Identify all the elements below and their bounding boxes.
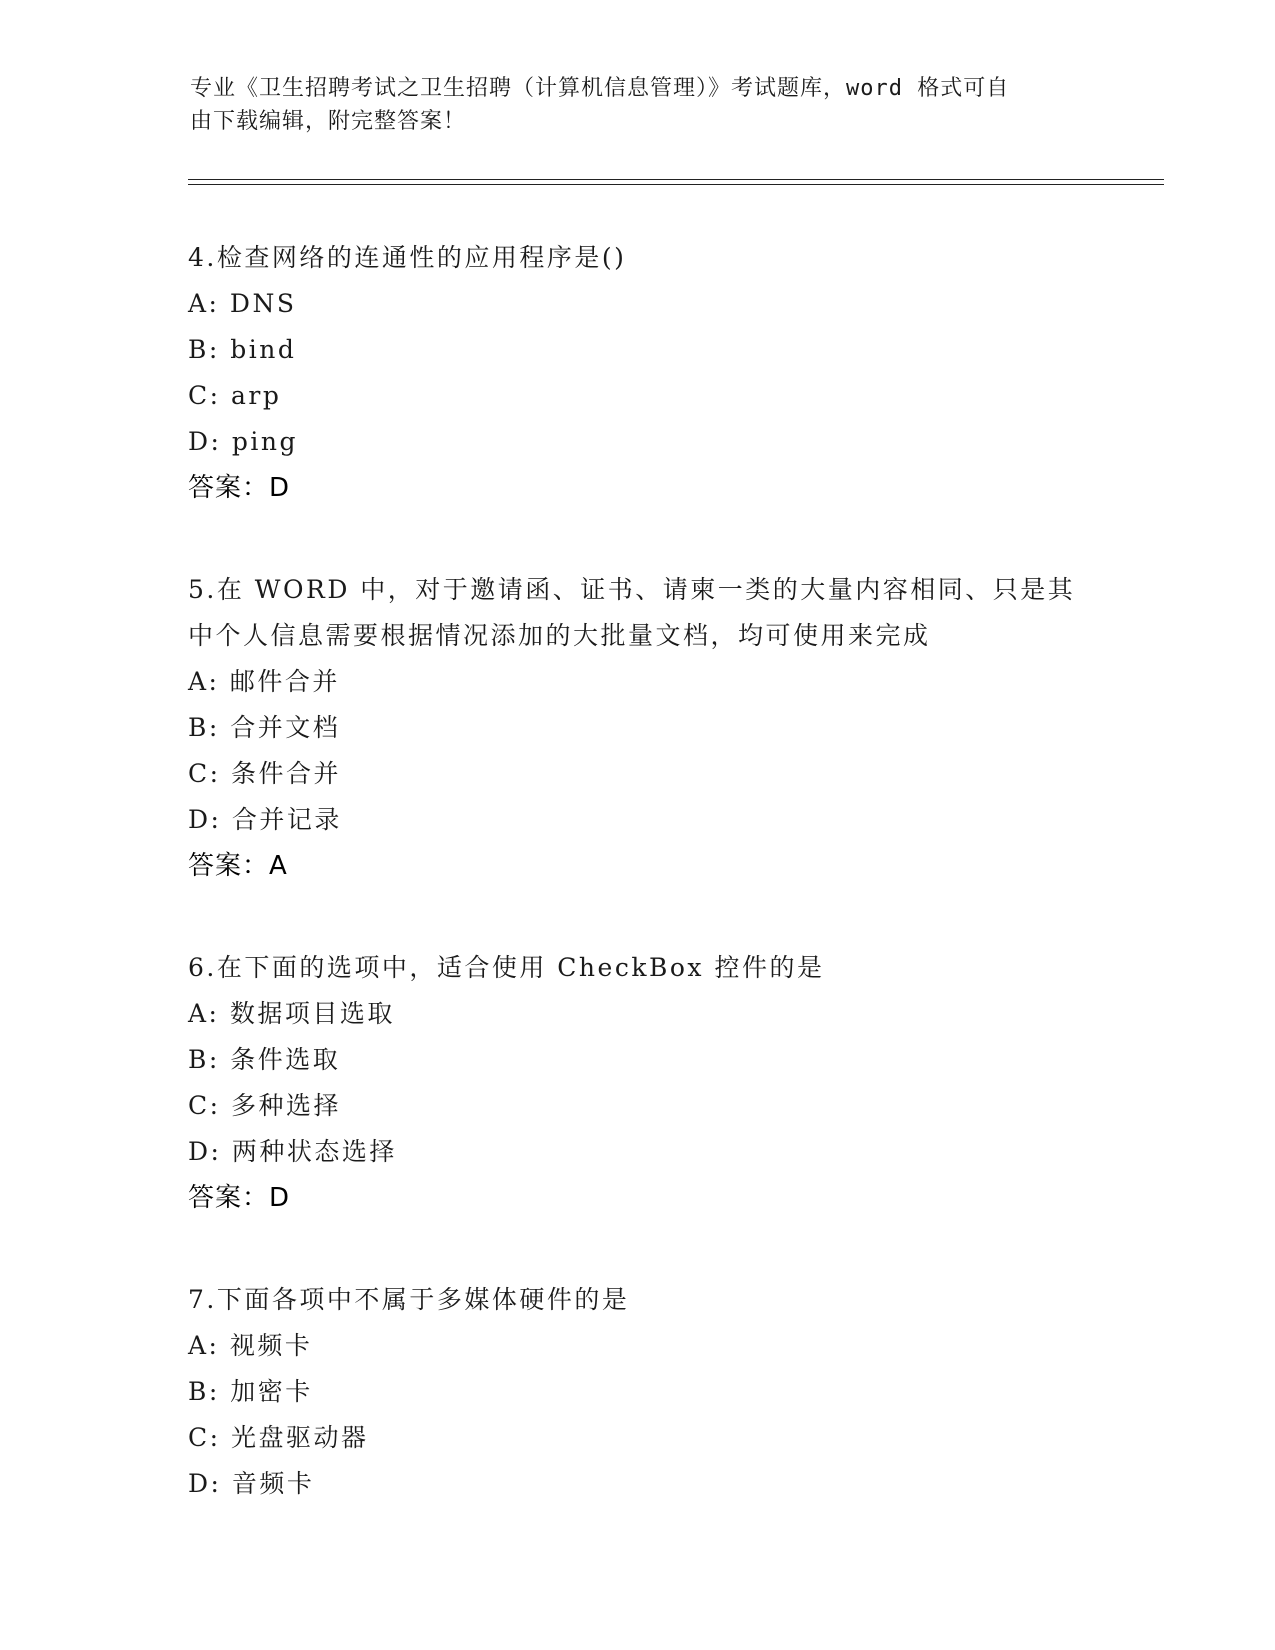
option-d: D: ping [188,427,299,456]
option-c: C: 多种选择 [188,1091,341,1120]
option-b: B: 条件选取 [188,1045,341,1074]
option-c: C: 条件合并 [188,759,341,788]
question-7 [188,1277,1148,1507]
header-line-1: 专业《卫生招聘考试之卫生招聘（计算机信息管理）》考试题库，word 格式可自 [190,76,1010,101]
question-6 [188,945,1148,1221]
option-a: A: DNS [188,289,297,318]
question-5 [188,567,1148,889]
option-c: C: 光盘驱动器 [188,1423,369,1452]
document-header [190,72,1090,138]
question-text: 7.下面各项中不属于多媒体硬件的是 [188,1285,630,1314]
option-b: B: 加密卡 [188,1377,313,1406]
option-c: C: arp [188,381,282,410]
option-a: A: 数据项目选取 [188,999,395,1028]
option-d: D: 两种状态选择 [188,1137,397,1166]
option-a: A: 邮件合并 [188,667,340,696]
question-text: 6.在下面的选项中，适合使用 CheckBox 控件的是 [188,953,825,982]
question-4 [188,235,1148,511]
header-divider-bottom [188,184,1164,185]
option-b: B: 合并文档 [188,713,341,742]
option-d: D: 音频卡 [188,1469,315,1498]
option-a: A: 视频卡 [188,1331,313,1360]
question-text-line-1: 5.在 WORD 中，对于邀请函、证书、请柬一类的大量内容相同、只是其 [188,575,1076,604]
option-d: D: 合并记录 [188,805,342,834]
header-line-2: 由下载编辑，附完整答案！ [190,109,467,134]
answer-label: 答案：D [188,473,291,503]
question-text: 4.检查网络的连通性的应用程序是() [188,243,627,272]
question-list [188,235,1148,1563]
question-text-line-2: 中个人信息需要根据情况添加的大批量文档，均可使用来完成 [188,621,931,650]
header-divider-top [188,179,1164,180]
answer-label: 答案：D [188,1183,291,1213]
answer-label: 答案：A [188,851,288,881]
option-b: B: bind [188,335,297,364]
